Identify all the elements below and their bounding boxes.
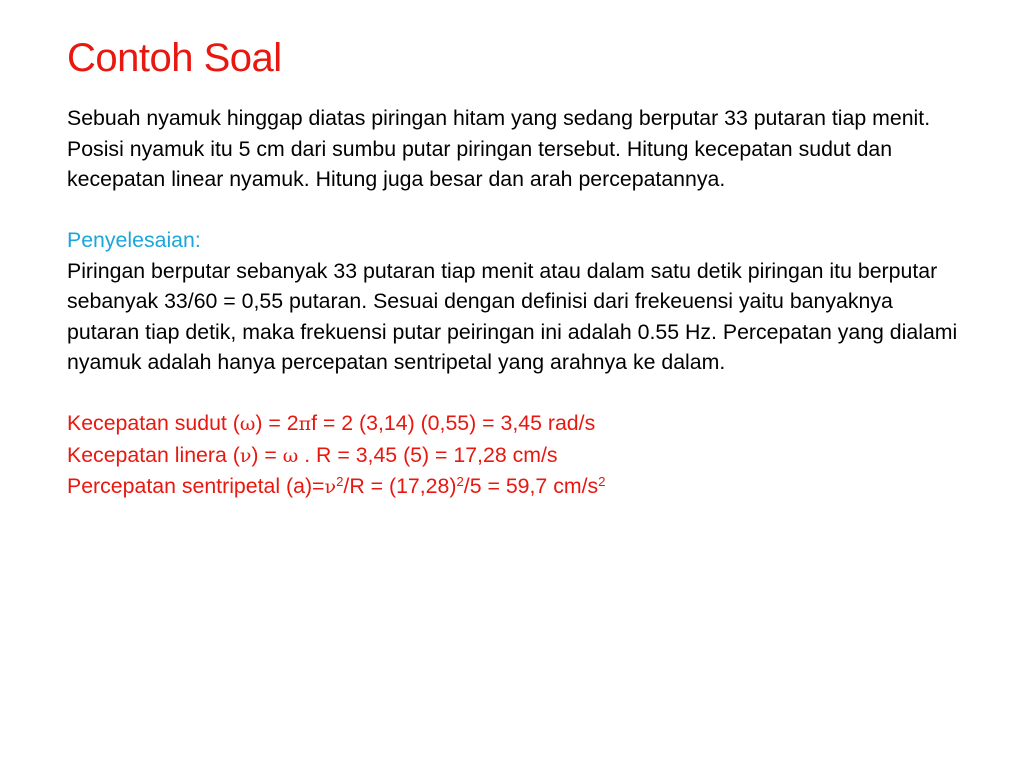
nu-symbol: ν [324,476,337,498]
spacer [67,195,967,226]
nu-symbol: ν [239,444,252,467]
formula-part: f = 2 (3,14) (0,55) = 3,45 rad/s [311,411,596,435]
problem-text: Sebuah nyamuk hinggap diatas piringan hitam yang sedang berputar 33 putaran tiap menit. Posisi nyamuk itu 5 cm dari sumbu putar piringan tersebut. Hitung kecepatan sudut dan kecepatan linear nyamuk. Hitung juga besar dan arah percepatannya. [67,106,931,191]
formula-label: Kecepatan linera ( [67,442,240,467]
exponent: 2 [598,473,606,489]
formula-label: Kecepatan sudut ( [67,411,240,435]
omega-symbol: ω [239,413,256,435]
formula-part: . R = 3,45 (5) = 17,28 cm/s [298,442,558,467]
formula-part: ) = 2 [255,411,299,435]
slide-body [67,103,967,503]
formula-linear-velocity [67,440,967,472]
spacer [67,378,967,409]
formula-part: /R = (17,28) [343,474,457,498]
pi-symbol: π [298,413,312,435]
formula-part: /5 = 59,7 cm/s [463,474,599,498]
formula-label: Percepatan sentripetal (a)= [67,474,325,498]
solution-text: Piringan berputar sebanyak 33 putaran tiap menit atau dalam satu detik piringan itu berputar sebanyak 33/60 = 0,55 putaran. Sesuai dengan definisi dari frekeuensi yaitu banyaknya putaran tiap detik, maka frekuensi putar peiringan ini adalah 0.55 Hz. Percepatan yang dialami nyamuk adalah hanya percepatan sentripetal yang arahnya ke dalam. [67,258,958,374]
exponent: 2 [336,473,344,489]
formula-part: ) = [251,442,283,467]
formula-centripetal-acceleration [67,471,967,503]
formula-angular-velocity [67,408,967,440]
exponent: 2 [456,473,464,489]
omega-symbol: ω [282,444,299,467]
solution-heading: Penyelesaian: [67,228,201,252]
slide-title: Contoh Soal [67,36,282,80]
